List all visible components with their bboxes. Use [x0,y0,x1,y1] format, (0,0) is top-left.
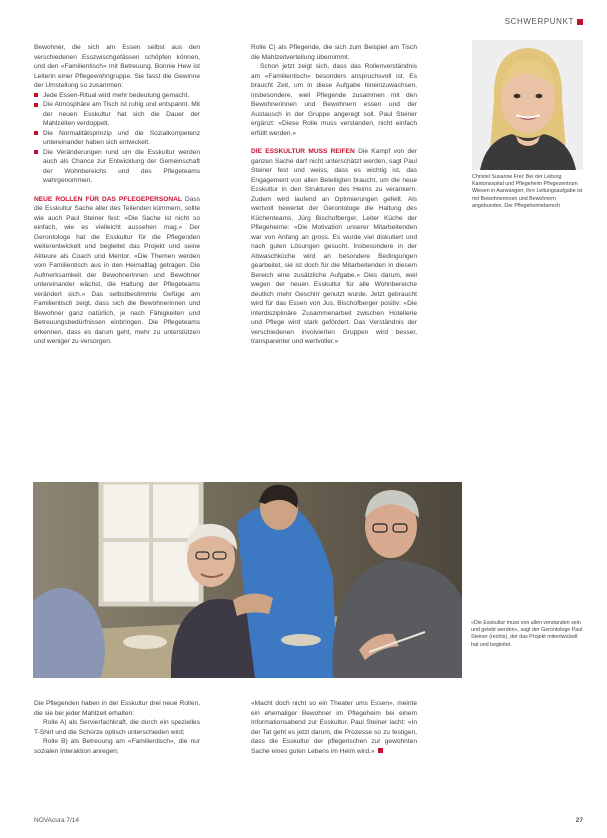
column2-paragraph: Rolle C) als Pflegende, die sich zum Beispiel am Tisch die Mahlzeitverteilung übernimmt. [251,44,417,61]
column2-body: Die Kampf von der ganzen Sache darf nicht unterschätzt werden, sagt Paul Steiner fest und weiss, dass es wichtig ist, das Engagement von allen Beteiligten braucht, um die neue Esskultur in den Strukturen des Heims zu verankern. Zudem wird laufend an Optimierungen gefeilt. Als wertvoll bewertet der Gerontologe die Haltung des Küchenteams. Jürg Bischofberger, Leiter Küche der Pflegeheime: «Die Motivation unserer Mitarbeitenden war von Anfang an gross. Es wurde viel diskutiert und nach guten Lösungen gesucht. Insbesondere in der Abwaschküche wird an besondere Bedingungen gearbeitet, sie ist doch für die Mitarbeitenden in diesem Bereich eine zusätzliche Aufgabe.» Dies darum, weil wegen der neuen Esskultur für alle Wohnbereiche deutlich mehr Geschirr genutzt wurde. Jetzt gebraucht wird für das Essen von Jus, Bischofberger positiv: «Die interdisziplinäre Zusammenarbeit zwischen Hotellerie und Pflege wird stark gefördert. Das Verständnis der verschiedenen involvierten Gruppen wird besser, transparenter und wertvoller.» [251,148,417,345]
dining-scene-illustration [33,482,462,678]
portrait-illustration [472,40,583,170]
article-column-1 [34,43,200,468]
bottom-left-paragraph: Rolle B) als Betreuung am «Familientisch», die nur sozialen Interaktion anregen; [34,738,200,755]
column1-body: Dass die Esskultur Sache aller des Teilenden kümmern, sollte wie auch Paul Steiner fest: «Die Sache ist nicht so einfach, wie es vielleicht aussehen mag.» Der Gerontologe hat die Esskultur für die Pflegenden weiterentwickelt und begleitet das Projekt und seine Akteure als Coach und Mentor. «Die Themen werden vom Familientisch aus in den Heimalltag getragen. Die Aufmerksamkeit der Bewohnerinnen und Bewohner untereinander wächst, die Haltung der Pflegeteams verändert sich.» Das selbstbestimmte Gefüge am Familientisch zeigt, dass sich die Bewohnerinnen und Bewohner ganz natürlich, je nach Fähigkeiten und Betreuungsbedürfnissen einbringen. Die Pflegeteams erkennen, dass es darum geht, mehr zu unterstützen und weniger zu versorgen. [34,195,200,345]
column1-section [34,195,200,347]
end-mark-icon [378,748,383,753]
bottom-right-text: «Macht doch nicht so ein Theater ums Essen», meinte ein ehemaliger Bewohner im Pflegeheim bei einem Informationsabend zur Esskultur. Paul Steiner lacht: «In der Tat geht es jetzt darum, die Prozesse so zu festigen, dass die Esskultur der pflegerischen zur gewohnten Sache eines guten Lebens im Heim wird.» [251,700,417,755]
bullet-item: Die Normalitätsprinzip und die Sozialkompetenz untereinander haben sich entwickelt. [34,129,200,148]
bottom-left-paragraph: Rolle A) als Servierfachkraft, die durch ein spezielles T-Shirt und die Schürze optisch unterschieden wird; [34,719,200,736]
dining-table-photo [33,482,462,678]
section-kicker [505,17,583,26]
bullet-item: Die Veränderungen rund um die Esskultur werden auch als Chance zur Entwicklung der Gemeinschaft der Wohnbereichs und des Pflegeteams wahrgenommen. [34,148,200,186]
portrait-photo [472,40,583,170]
bottom-column-right [251,699,417,764]
red-square-icon [577,19,583,25]
photo-caption: «Die Esskultur muss von allen verstanden sein und gelebt werden», sagt der Gerontologe Paul Steiner (rechts), der das Projekt mitentwickelt hat und begleitet. [471,620,583,648]
section-subhead-pflegepersonal: NEUE ROLLEN FÜR DAS PFLEGEPERSONAL [34,195,182,203]
column2-paragraph: Schon jetzt zeigt sich, dass das Rollenverständnis am «Familientisch» besonders anspruchsvoll ist. Es braucht Zeit, um in diese Aufgabe hineinzuwachsen, insbesondere, weil Pflegende zusammen mit den Bewohnerinnen und Bewohnern essen und der Austausch in der Gruppe angeregt soll. Paul Steiner ergänzt: «Diese Rolle muss verstanden, nicht einfach erfüllt werden.» [251,63,417,137]
article-column-2 [251,43,417,468]
column2-section [251,147,417,347]
bottom-left-paragraph: Die Pflegenden haben in der Esskultur drei neue Rollen, die sie bei jeder Mahlzeit erhalten: [34,700,200,717]
bullet-item: Jede Essen-Ritual wird mehr bedeutung gemacht. [34,91,200,101]
section-subhead-esskultur: DIE ESSKULTUR MUSS REIFEN [251,148,355,155]
bottom-column-left [34,699,200,764]
bottom-right-paragraph [251,699,417,756]
page-number: 27 [575,817,583,824]
portrait-caption: Christel Susanne Frei: Bei der Leitung Kantonsspital und Pflegeheim Pflegezentrum Wiesen in Aarwangen; ihre Leitungsaufgabe ist mit Bewohnerinnen und Bewohnern angebunden. Der Pflegeheimeberech [472,174,583,209]
footer-magazine-issue: NOVAcura 7/14 [34,817,80,824]
bullet-item: Die Atmosphäre am Tisch ist ruhig und entspannt. Mit der neuen Esskultur hat sich die Dauer der Mahlzeiten verdoppelt. [34,100,200,129]
column1-intro: Bewohner, die sich am Essen selbst aus den verschiedenen Esszwischgefässen schöpfen können, und den «Familientisch» mit Betreuung. Bonnie Hew ist Leiterin einer Pflegewohngruppe. Sie fasst die Gewinne der Umstellung so zusammen: [34,44,200,89]
section-kicker-label: SCHWERPUNKT [504,17,574,26]
